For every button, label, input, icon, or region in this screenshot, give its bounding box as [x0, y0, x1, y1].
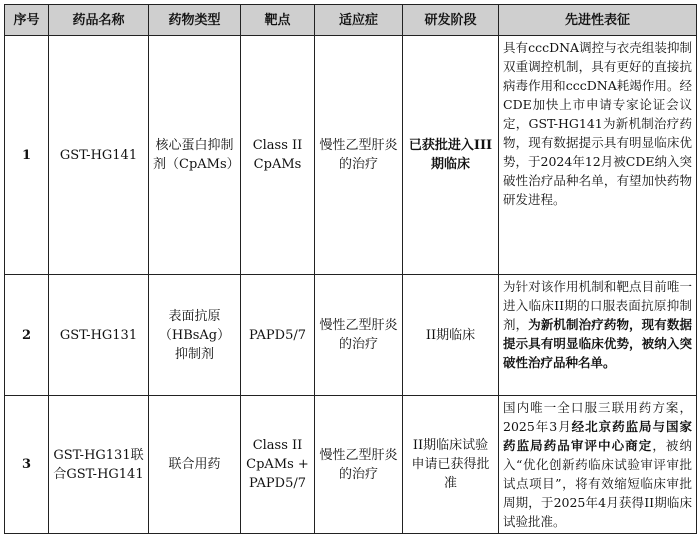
header-seq: 序号: [5, 5, 49, 36]
advancement-text: 为针对该作用机制和靶点目前唯一进入临床II期的口服表面抗原抑制剂，: [503, 279, 692, 332]
advancement-highlight: 经北京药监局与国家药监局药品审评中心商定: [503, 419, 692, 453]
header-target: 靶点: [241, 5, 315, 36]
cell-seq: 2: [5, 275, 49, 396]
cell-drug-type: 表面抗原（HBsAg）抑制剂: [149, 275, 241, 396]
cell-target: Class II CpAMs + PAPD5/7: [241, 396, 315, 534]
table-row: [5, 275, 697, 396]
cell-drug-type: 核心蛋白抑制剂（CpAMs）: [149, 36, 241, 275]
header-indication: 适应症: [315, 5, 403, 36]
table-row: [5, 36, 697, 275]
cell-advancement: [499, 36, 697, 275]
cell-indication: 慢性乙型肝炎的治疗: [315, 396, 403, 534]
cell-stage: II期临床: [403, 275, 499, 396]
advancement-text: 具有cccDNA调控与衣壳组装抑制双重调控机制，具有更好的直接抗病毒作用和cccDNA耗竭作用。经CDE加快上市申请专家论证会议定，GST-HG141为新机制治疗药物，现有数据提示具有明显临床优势，于2024年12月被CDE纳入突破性治疗品种名单，有望加快药物研发进程。: [503, 40, 692, 207]
cell-indication: 慢性乙型肝炎的治疗: [315, 275, 403, 396]
cell-stage: II期临床试验申请已获得批准: [403, 396, 499, 534]
cell-seq: 3: [5, 396, 49, 534]
header-drug-name: 药品名称: [49, 5, 149, 36]
cell-target: Class II CpAMs: [241, 36, 315, 275]
cell-drug-type: 联合用药: [149, 396, 241, 534]
cell-drug-name: GST-HG141: [49, 36, 149, 275]
cell-advancement: [499, 275, 697, 396]
cell-indication: 慢性乙型肝炎的治疗: [315, 36, 403, 275]
advancement-highlight: 为新机制治疗药物，现有数据提示具有明显临床优势，被纳入突破性治疗品种名单。: [503, 317, 692, 370]
advancement-text: 国内唯一全口服三联用药方案，2025年3月: [503, 400, 692, 434]
cell-target: PAPD5/7: [241, 275, 315, 396]
cell-advancement: [499, 396, 697, 534]
cell-seq: 1: [5, 36, 49, 275]
table-header-row: [5, 5, 697, 36]
header-drug-type: 药物类型: [149, 5, 241, 36]
cell-stage: 已获批进入III期临床: [403, 36, 499, 275]
pipeline-table: [4, 4, 697, 534]
header-advancement: 先进性表征: [499, 5, 697, 36]
header-stage: 研发阶段: [403, 5, 499, 36]
table-row: [5, 396, 697, 534]
cell-drug-name: GST-HG131: [49, 275, 149, 396]
advancement-text-2: ，被纳入“优化创新药临床试验审评审批试点项目”，将有效缩短临床审批周期，于2025年4月获得II期临床试验批准。: [503, 438, 692, 529]
cell-drug-name: GST-HG131联合GST-HG141: [49, 396, 149, 534]
